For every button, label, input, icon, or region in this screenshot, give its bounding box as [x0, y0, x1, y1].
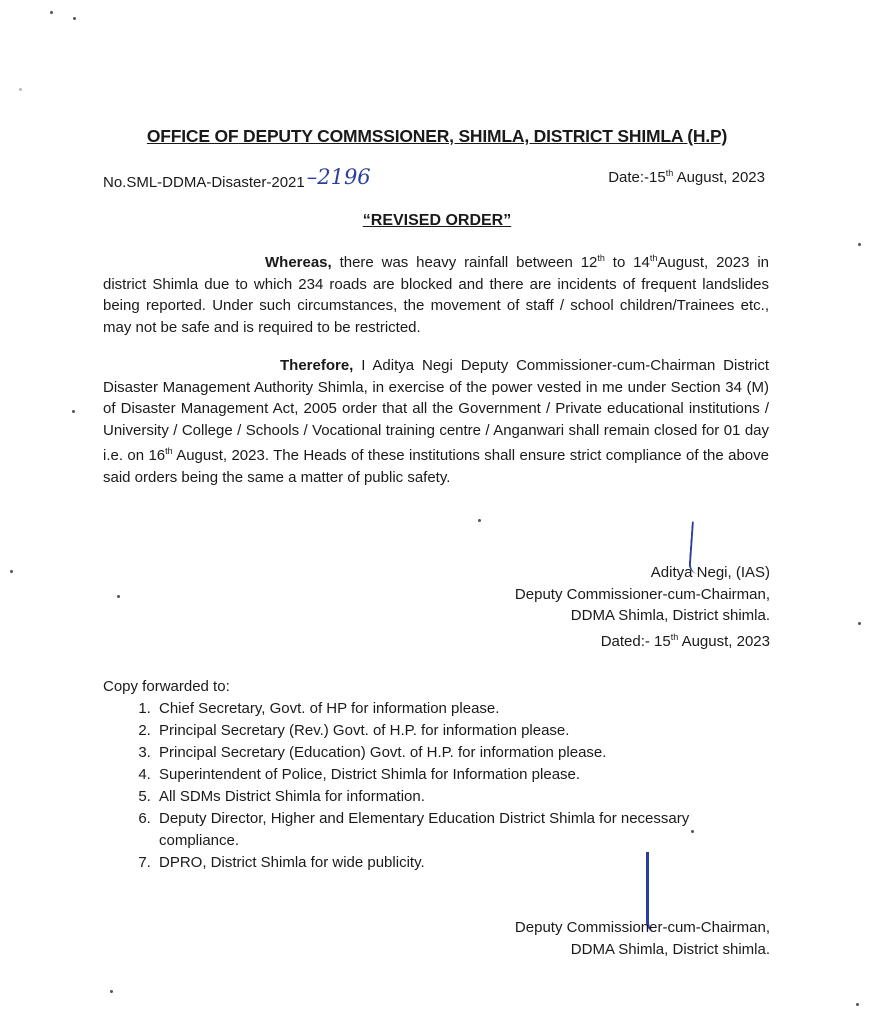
scan-speck — [10, 570, 13, 573]
scan-speck — [72, 410, 75, 413]
reference-number — [103, 165, 371, 192]
scan-speck — [858, 243, 861, 246]
list-item: 1. Chief Secretary, Govt. of HP for information please. — [155, 698, 749, 720]
date-sup: th — [665, 168, 674, 178]
copy-forwarded-section — [103, 676, 749, 874]
list-item: 6. Deputy Director, Higher and Elementary Education District Shimla for necessary compliance. — [155, 808, 749, 852]
scan-speck — [858, 622, 861, 625]
paragraph-text: to 14 — [604, 254, 650, 271]
list-item: 5. All SDMs District Shimla for information. — [155, 786, 749, 808]
scan-speck — [117, 595, 120, 598]
ordinal-sup: th — [649, 253, 658, 263]
dated-sup: th — [670, 631, 679, 642]
paragraph-lead: Therefore, — [280, 357, 354, 374]
office-title: OFFICE OF DEPUTY COMMSSIONER, SHIMLA, DISTRICT SHIMLA (H.P) — [146, 126, 728, 146]
list-item: 4. Superintendent of Police, District Shimla for Information please. — [155, 764, 749, 786]
ordinal-sup: th — [597, 253, 605, 263]
order-title: “REVISED ORDER” — [362, 212, 512, 229]
list-item: 2. Principal Secretary (Rev.) Govt. of H.P. for information please. — [155, 720, 749, 742]
signature-date — [515, 627, 770, 653]
reference-prefix: No.SML-DDMA-Disaster-2021 — [103, 174, 305, 191]
paragraph-whereas — [103, 248, 769, 338]
signature-block-1 — [515, 562, 770, 652]
paragraph-therefore — [103, 355, 769, 488]
date-rest: August, 2023 — [673, 169, 765, 186]
signature-block-2 — [515, 917, 770, 960]
paragraph-text: there was heavy rainfall between 12 — [331, 254, 598, 271]
scan-speck — [73, 17, 76, 20]
signatory-office: DDMA Shimla, District shimla. — [570, 607, 770, 624]
signatory-designation: Deputy Commissioner-cum-Chairman, — [514, 919, 770, 936]
dated-rest: August, 2023 — [678, 632, 770, 650]
signatory-office: DDMA Shimla, District shimla. — [570, 940, 770, 958]
scan-speck — [50, 11, 53, 14]
paragraph-text: August, 2023. The Heads of these institutions shall ensure strict compliance of the above said orders being the same a matter of public safety. — [103, 447, 769, 486]
scan-speck — [19, 88, 22, 91]
scan-speck — [110, 990, 113, 993]
signatory-name: Aditya Negi, (IAS) — [650, 564, 770, 581]
paragraph-lead: Whereas, — [265, 254, 332, 271]
copy-heading: Copy forwarded to: — [103, 678, 230, 695]
list-item: 3. Principal Secretary (Education) Govt. of H.P. for information please. — [155, 742, 749, 764]
dated-label: Dated:- 15 — [600, 632, 671, 650]
order-date — [608, 168, 765, 192]
scan-speck — [856, 1003, 859, 1006]
signatory-designation: Deputy Commissioner-cum-Chairman, — [514, 585, 770, 603]
list-item: 7. DPRO, District Shimla for wide publicity. — [155, 852, 749, 874]
handwritten-number: –2196 — [306, 165, 371, 189]
scan-speck — [478, 519, 481, 522]
paragraph-text: I Aditya Negi Deputy Commissioner-cum-Chairman District Disaster Management Authority Shimla, in exercise of the power vested in me under Section 34 (M) of Disaster Management Act, 2005 order that all the Government / Private educational institutions / University / College / Schools / Vocational training centre / Anganwari shall remain closed for 01 day i.e. on 16 — [103, 357, 769, 464]
reference-line — [103, 165, 765, 192]
ordinal-sup: th — [165, 446, 173, 456]
date-label: Date:-15 — [608, 169, 666, 186]
recipient-list — [103, 698, 749, 874]
paragraph-text: August, 2023 in district Shimla due to which 234 roads are blocked and there are incidents of frequent landslides being reported. Under such circumstances, the movement of staff / school children/Trainees etc., may not be safe and is required to be restricted. — [103, 254, 770, 336]
